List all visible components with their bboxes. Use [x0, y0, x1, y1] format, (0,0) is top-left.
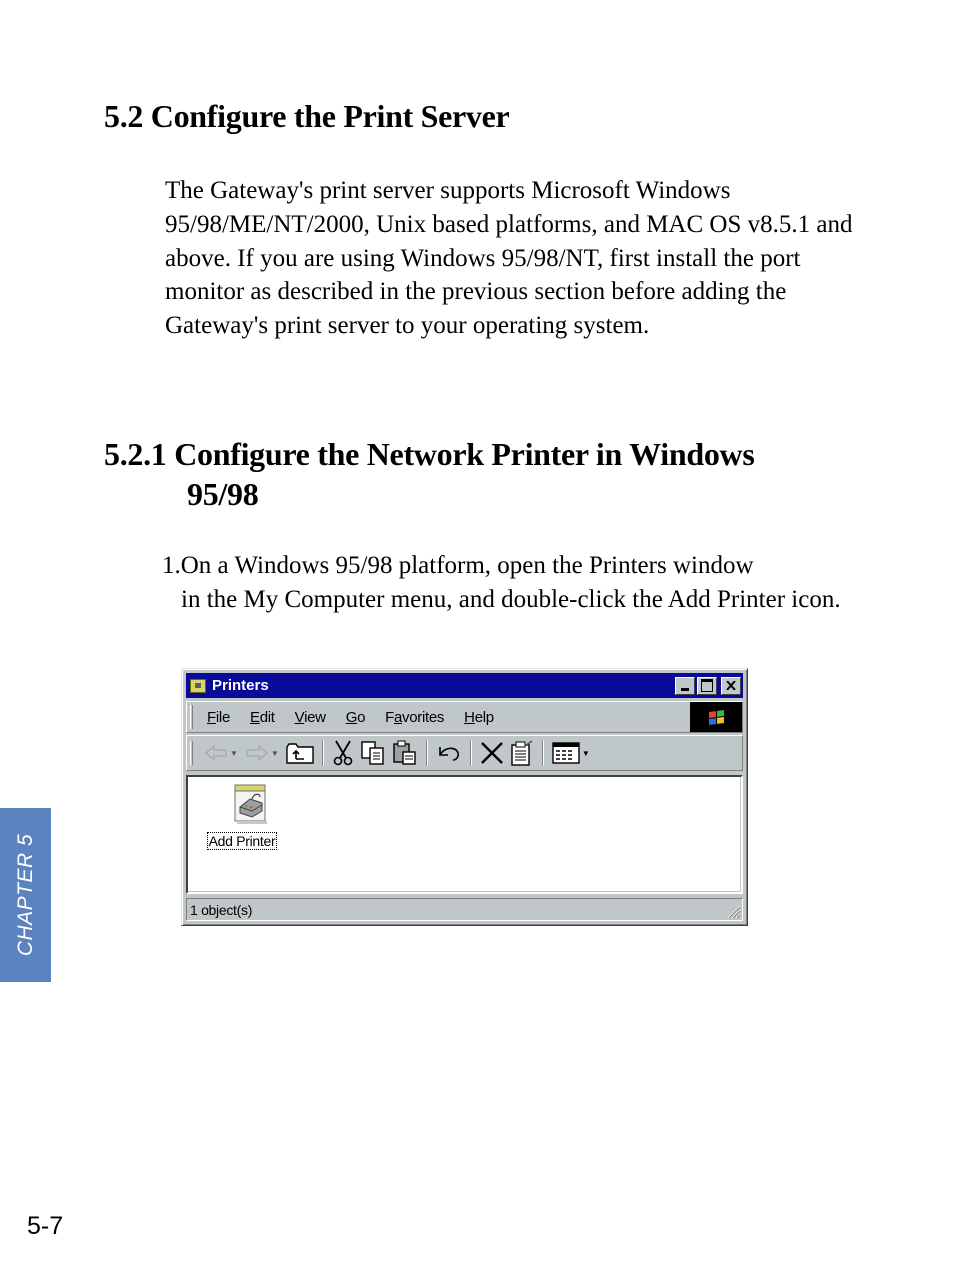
section-heading: 5.2 Configure the Print Server [104, 98, 510, 134]
menubar-grip[interactable] [190, 705, 193, 729]
copy-button[interactable] [360, 740, 386, 766]
subsection-heading [104, 434, 844, 514]
menu-help[interactable]: Help [464, 708, 494, 726]
undo-icon [436, 743, 462, 763]
chapter-side-tab [0, 808, 51, 982]
forward-button[interactable] [245, 740, 269, 766]
properties-icon [510, 740, 534, 766]
properties-button[interactable] [510, 740, 534, 766]
close-button[interactable] [721, 677, 741, 695]
add-printer-item[interactable] [202, 781, 282, 851]
toolbar-grip[interactable] [190, 741, 193, 765]
up-button[interactable] [286, 740, 314, 766]
back-button[interactable] [204, 740, 228, 766]
paste-icon [392, 740, 418, 766]
back-dropdown[interactable]: ▼ [230, 748, 238, 758]
printers-folder-icon [190, 679, 206, 693]
forward-icon [245, 744, 269, 762]
views-icon [552, 741, 580, 765]
menu-edit[interactable]: Edit [249, 708, 275, 726]
step-number: 1. [162, 552, 181, 579]
maximize-button[interactable] [697, 677, 717, 695]
back-icon [204, 744, 228, 762]
delete-button[interactable] [480, 740, 504, 766]
toolbar-separator [426, 740, 428, 766]
page-number: 5-7 [27, 1212, 64, 1240]
menu-view[interactable]: View [294, 708, 326, 726]
resize-grip-icon[interactable] [725, 903, 741, 919]
subsection-heading-line2: 95/98 [187, 476, 259, 512]
toolbar [186, 735, 743, 771]
toolbar-separator [322, 740, 324, 766]
chapter-label: CHAPTER 5 [13, 833, 37, 957]
window-title: Printers [212, 677, 269, 694]
paste-button[interactable] [392, 740, 418, 766]
printers-window [181, 668, 748, 926]
add-printer-label: Add Printer [208, 833, 276, 849]
printers-content-area [186, 775, 743, 894]
step-text-rest: in the My Computer menu, and double-click the Add Printer icon. [181, 585, 841, 613]
step-text-line1: On a Windows 95/98 platform, open the Printers window [180, 552, 754, 579]
title-bar[interactable] [186, 673, 743, 698]
windows-flag-icon [709, 709, 724, 724]
step-1 [162, 549, 852, 616]
menu-bar [186, 701, 743, 733]
views-button[interactable] [552, 740, 580, 766]
forward-dropdown[interactable]: ▼ [270, 748, 279, 758]
views-dropdown[interactable]: ▼ [581, 748, 590, 758]
status-bar [186, 898, 743, 921]
menu-file[interactable]: File [207, 708, 230, 726]
toolbar-separator [542, 740, 544, 766]
undo-button[interactable] [436, 740, 462, 766]
copy-icon [360, 740, 386, 766]
intro-paragraph: The Gateway's print server supports Microsoft Windows 95/98/ME/NT/2000, Unix based platforms, and MAC OS v8.5.1 and above. If you are using Windows 95/98/NT, first install the port monitor as described in the previous section before adding the Gateway's print server to your operating system. [165, 177, 853, 340]
cut-icon [332, 740, 354, 766]
cut-button[interactable] [332, 740, 354, 766]
add-printer-icon [232, 781, 270, 825]
close-icon [726, 681, 736, 690]
delete-icon [480, 741, 504, 765]
status-text: 1 object(s) [190, 901, 253, 918]
toolbar-separator [470, 740, 472, 766]
menu-go[interactable]: Go [345, 708, 366, 726]
windows-logo [690, 702, 742, 732]
minimize-button[interactable] [675, 677, 695, 695]
subsection-heading-line1: 5.2.1 Configure the Network Printer in Windows [104, 436, 755, 472]
up-folder-icon [286, 742, 314, 764]
menu-favorites[interactable]: Favorites [385, 708, 445, 726]
